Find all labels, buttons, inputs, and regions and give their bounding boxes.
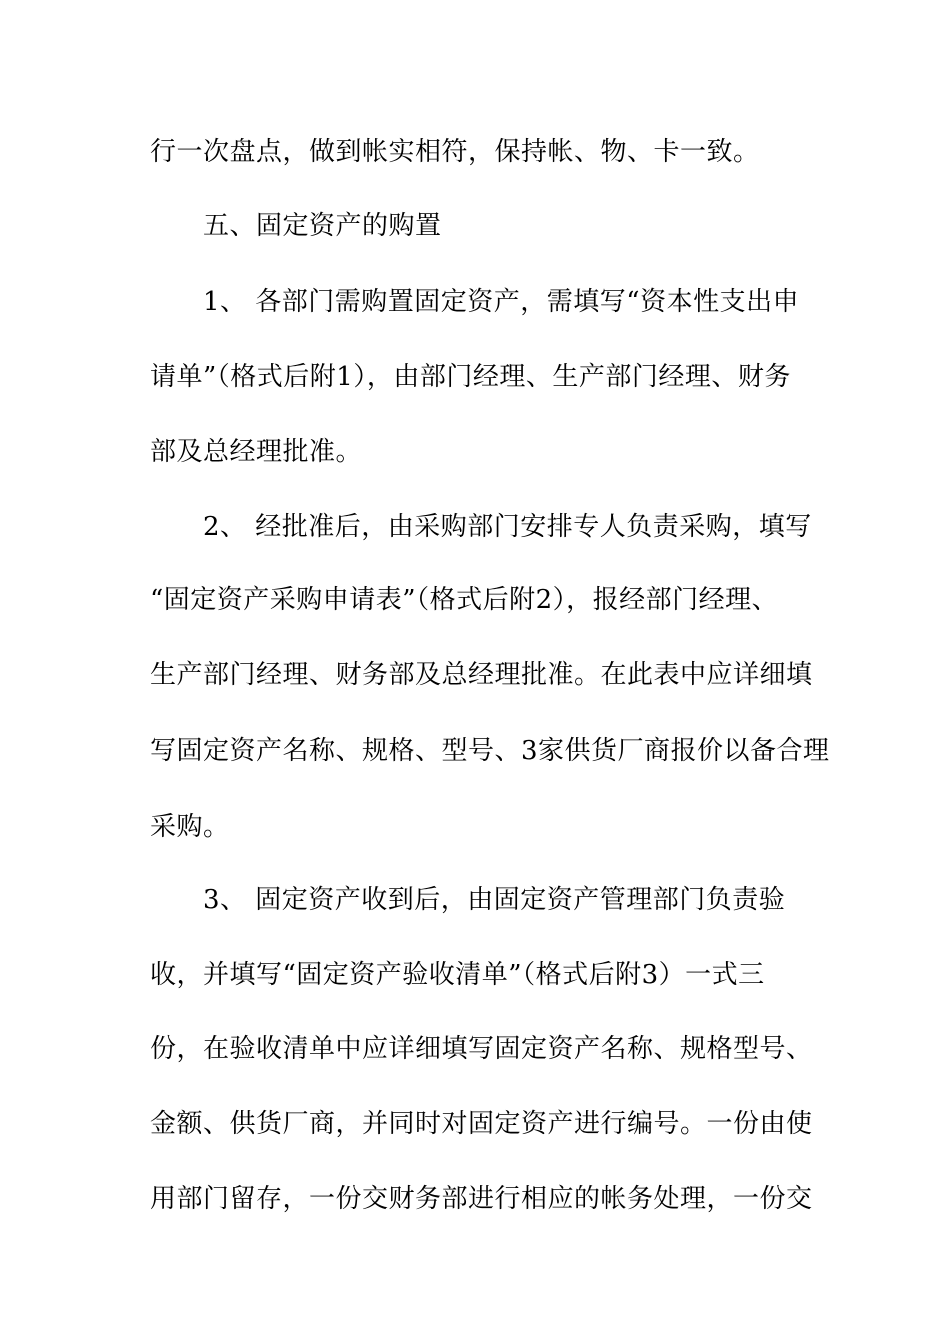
text-line: 金额、供货厂商，并同时对固定资产进行编号。一份由使 bbox=[150, 1109, 813, 1139]
text-line: 请单”（格式后附1），由部门经理、生产部门经理、财务 bbox=[150, 362, 791, 392]
text-line: “固定资产采购申请表”（格式后附2），报经部门经理、 bbox=[150, 585, 779, 615]
text-line: 写固定资产名称、规格、型号、3家供货厂商报价以备合理 bbox=[150, 736, 830, 766]
text-line: 1、 各部门需购置固定资产，需填写“资本性支出申 bbox=[203, 287, 800, 317]
section-heading: 五、固定资产的购置 bbox=[203, 211, 442, 241]
text-line: 部及总经理批准。 bbox=[150, 437, 363, 467]
text-line: 行一次盘点，做到帐实相符，保持帐、物、卡一致。 bbox=[150, 137, 760, 167]
text-line: 份，在验收清单中应详细填写固定资产名称、规格型号、 bbox=[150, 1034, 813, 1064]
text-line: 用部门留存，一份交财务部进行相应的帐务处理，一份交 bbox=[150, 1184, 813, 1214]
text-line: 采购。 bbox=[150, 812, 230, 842]
text-line: 2、 经批准后，由采购部门安排专人负责采购，填写 bbox=[203, 512, 812, 542]
text-line: 收，并填写“固定资产验收清单”（格式后附3）一式三 bbox=[150, 960, 765, 990]
text-line: 3、 固定资产收到后，由固定资产管理部门负责验 bbox=[203, 885, 786, 915]
text-line: 生产部门经理、财务部及总经理批准。在此表中应详细填 bbox=[150, 660, 813, 690]
